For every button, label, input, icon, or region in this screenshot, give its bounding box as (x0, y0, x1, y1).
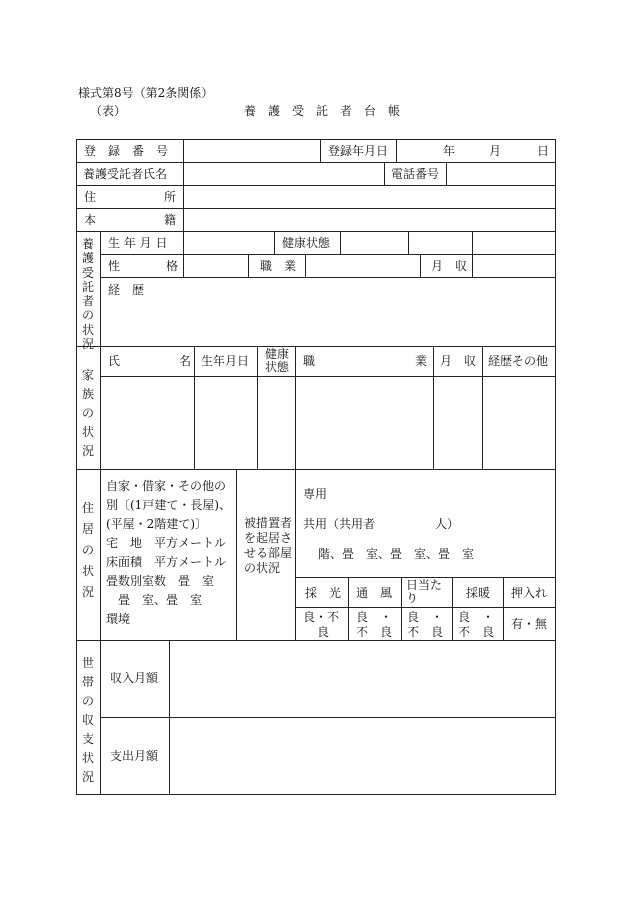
family-birthdate-label: 生年月日 (201, 354, 250, 368)
family-side-label: 家族の状況 (81, 368, 94, 458)
housing-side-label: 住居の状況 (81, 501, 94, 599)
family-name-label-b: 名 (179, 354, 192, 368)
sunlight-choice-b: 不 良 (407, 625, 444, 639)
closet-choice: 有・無 (511, 617, 548, 631)
income-label-b: 収 (455, 259, 468, 273)
family-health-label: 健康状態 (264, 347, 289, 374)
job-label-b: 業 (284, 259, 297, 273)
birthdate-label: 生 年 月 日 (108, 236, 168, 250)
career-label: 経 歴 (108, 283, 145, 297)
housing-line-6: 畳数別室数 畳 室 (106, 574, 215, 588)
room-status-label: 被措置者を起居させる部屋の状況 (244, 516, 293, 575)
family-name-label-a: 氏 (108, 354, 121, 368)
registration-month: 月 (489, 144, 502, 158)
room-floors: 階、畳 室、畳 室、畳 室 (318, 547, 475, 561)
character-label-a: 性 (108, 259, 121, 273)
housing-line-2: 別〔(1戸建て・長屋)、 (106, 498, 231, 512)
job-label-a: 職 (260, 259, 273, 273)
income-label-a: 月 (431, 259, 444, 273)
housing-line-1: 自家・借家・その他の (106, 479, 227, 493)
address-label-b: 所 (164, 190, 177, 204)
family-job-label-a: 職 (303, 354, 316, 368)
page-title: 養 護 受 託 者 台 帳 (244, 104, 401, 118)
address-label-a: 住 (84, 190, 97, 204)
light-choice-b: 良 (317, 625, 330, 639)
housing-line-4: 宅 地 平方メートル (106, 536, 227, 550)
domicile-label-b: 籍 (164, 213, 177, 227)
registration-number-label: 登 録 番 号 (84, 144, 169, 158)
phone-label: 電話番号 (391, 167, 440, 181)
character-label-b: 格 (166, 259, 179, 273)
registration-date-label: 登録年月日 (328, 144, 389, 158)
ventilation-choice-b: 不 良 (356, 625, 393, 639)
ventilation-label: 通 風 (356, 586, 393, 600)
light-choice-a: 良・不 (303, 610, 340, 624)
ventilation-choice-a: 良 ・ (356, 610, 393, 624)
heating-choice-a: 良 ・ (458, 610, 495, 624)
heating-choice-b: 不 良 (458, 625, 495, 639)
housing-line-7: 畳 室、畳 室 (106, 593, 203, 607)
budget-side-label: 世帯の収支状況 (81, 656, 94, 784)
registration-year: 年 (443, 144, 456, 158)
status-side-label: 養護受託者の状況 (81, 237, 94, 352)
family-career-label: 経歴その他 (488, 354, 549, 368)
health-label: 健康状態 (282, 236, 331, 250)
family-income-label: 月 収 (440, 354, 477, 368)
heating-label: 採暖 (466, 586, 491, 600)
form-number: 様式第8号（第2条関係） (78, 86, 214, 100)
domicile-label-a: 本 (84, 213, 97, 227)
light-label: 採 光 (305, 586, 342, 600)
housing-line-5: 床面積 平方メートル (106, 555, 227, 569)
sunlight-label: 日当たり (406, 578, 443, 605)
housing-line-3: (平屋・2階建て)〕 (106, 517, 207, 531)
room-private: 専用 (303, 487, 328, 501)
room-shared: 共用（共用者 人） (303, 517, 460, 531)
sunlight-choice-a: 良 ・ (407, 610, 444, 624)
registration-day: 日 (537, 144, 550, 158)
caregiver-name-label: 養護受託者氏名 (83, 167, 168, 181)
income-monthly-label: 収入月額 (110, 671, 159, 685)
closet-label: 押入れ (511, 586, 548, 600)
form-side: （表） (90, 104, 127, 118)
housing-line-8: 環境 (106, 612, 131, 626)
family-job-label-b: 業 (415, 354, 428, 368)
expense-monthly-label: 支出月額 (110, 749, 159, 763)
